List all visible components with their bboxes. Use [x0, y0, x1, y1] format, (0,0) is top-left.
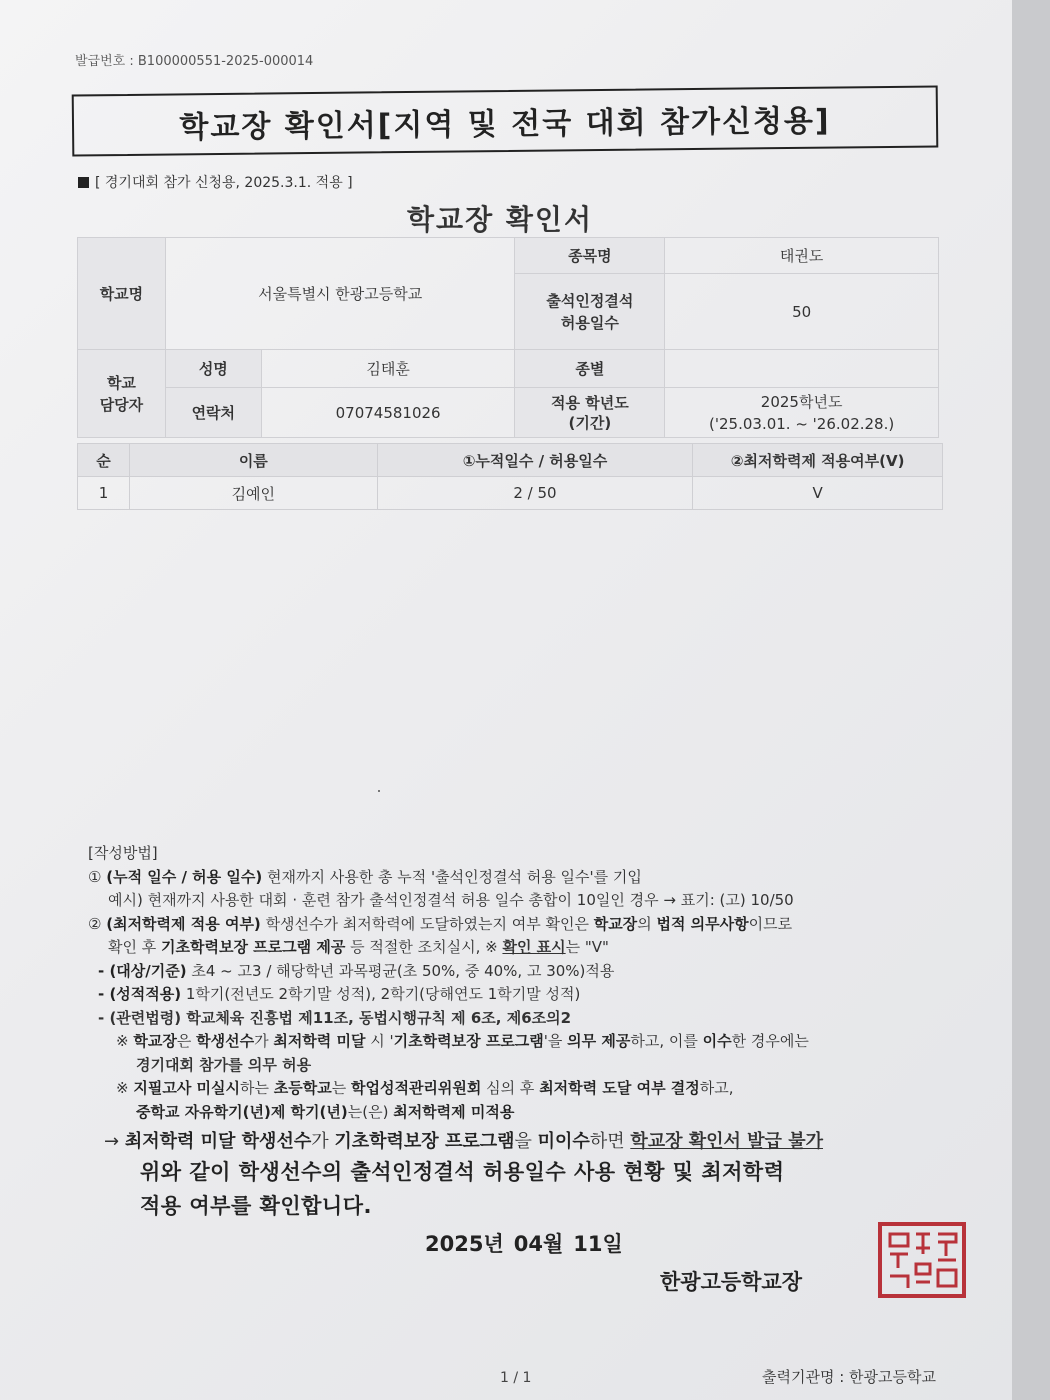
name-value: 김태훈: [261, 350, 515, 388]
school-seal-icon: [876, 1220, 968, 1300]
header-name: 이름: [129, 444, 377, 477]
header-days: ①누적일수 / 허용일수: [377, 444, 693, 477]
desk-edge: [1012, 0, 1050, 1400]
square-bullet-icon: [78, 177, 89, 188]
method-line-9: 경기대회 참가를 의무 허용: [136, 1055, 312, 1074]
allowed-days-label: 출석인정결석 허용일수: [515, 274, 665, 350]
contact-value: 07074581026: [261, 388, 515, 438]
writing-method-section: [88, 842, 968, 1156]
info-table: [77, 237, 939, 438]
name-label: 성명: [165, 350, 261, 388]
subnote: [78, 172, 353, 192]
method-line-3: ② (최저학력제 적용 여부) 학생선수가 최저학력에 도달하였는지 여부 확인은 학교장의 법적 의무사항이므로: [88, 914, 793, 933]
issuing-institution: 출력기관명 : 한광고등학교: [762, 1368, 936, 1386]
issue-date: [425, 1228, 633, 1258]
method-line-8: ※ 학교장은 학생선수가 최저학력 미달 시 '기초학력보장 프로그램'을 의무 제공하고, 이를 이수한 경우에는: [116, 1032, 809, 1050]
year-value: 2025학년도 ('25.03.01. ~ '26.02.28.): [665, 388, 939, 438]
method-line-5: - (대상/기준) 초4 ~ 고3 / 해당학년 과목평균(초 50%, 중 40%, 고 30%)적용: [98, 961, 615, 980]
header-no: 순: [78, 444, 130, 477]
date-month: 04월: [513, 1232, 564, 1256]
category-label: 종별: [515, 350, 665, 388]
method-line-1: ① (누적 일수 / 허용 일수) 현재까지 사용한 총 누적 '출석인정결석 허용 일수'를 기입: [88, 867, 642, 886]
year-label: 적용 학년도 (기간): [515, 388, 665, 438]
header-min-academic: ②최저학력제 적용여부(V): [693, 444, 943, 477]
confirm-line-2: 적용 여부를 확인합니다.: [140, 1194, 372, 1218]
confirmation-statement: [140, 1155, 785, 1223]
row-no: 1: [78, 477, 130, 510]
student-list-table: [77, 443, 943, 510]
title-box: 학교장 확인서[지역 및 전국 대회 참가신청용]: [72, 85, 939, 156]
method-line-10: ※ 지필고사 미실시하는 초등학교는 학업성적관리위원회 심의 후 최저학력 도달 여부 결정하고,: [116, 1079, 734, 1097]
method-line-4: 확인 후 기초학력보장 프로그램 제공 등 적절한 조치실시, ※ 확인 표시는 "V": [108, 938, 609, 956]
event-value: 태권도: [665, 238, 939, 274]
page-number: 1 / 1: [500, 1370, 532, 1386]
method-line-11: 중학교 자유학기(년)제 학기(년)는(은) 최저학력제 미적용: [136, 1102, 515, 1121]
principal-name: 한광고등학교장: [660, 1270, 803, 1294]
speck: [378, 790, 380, 792]
issue-number: 발급번호 : B100000551-2025-000014: [75, 54, 314, 69]
student-list-header: [78, 444, 943, 477]
date-year: 2025년: [425, 1232, 504, 1256]
category-value: [665, 350, 939, 388]
table-row: [78, 477, 943, 510]
method-line-7: - (관련법령) 학교체육 진흥법 제11조, 동법시행규칙 제 6조, 제6조의2: [98, 1008, 572, 1027]
document-title: 학교장 확인서: [406, 203, 594, 236]
school-value: 서울특별시 한광고등학교: [165, 238, 515, 350]
method-line-2: 예시) 현재까지 사용한 대회 · 훈련 참가 출석인정결석 허용 일수 총합이 10일인 경우 → 표기: (고) 10/50: [108, 891, 794, 909]
date-day: 11일: [573, 1232, 623, 1256]
allowed-days-value: 50: [665, 274, 939, 350]
method-line-12: → 최저학력 미달 학생선수가 기초학력보장 프로그램을 미이수하면 학교장 확인서 발급 불가: [104, 1131, 823, 1152]
manager-label: 학교 담당자: [78, 350, 166, 438]
method-heading: [작성방법]: [88, 844, 158, 862]
row-days: 2 / 50: [377, 477, 693, 510]
subnote-text: [ 경기대회 참가 신청용, 2025.3.1. 적용 ]: [95, 175, 353, 191]
row-name: 김예인: [129, 477, 377, 510]
row-min-academic: V: [693, 477, 943, 510]
method-line-6: - (성적적용) 1학기(전년도 2학기말 성적), 2학기(당해연도 1학기말 성적): [98, 985, 581, 1003]
event-label: 종목명: [515, 238, 665, 274]
school-label: 학교명: [78, 238, 166, 350]
confirm-line-1: 위와 같이 학생선수의 출석인정결석 허용일수 사용 현황 및 최저학력: [140, 1160, 785, 1184]
contact-label: 연락처: [165, 388, 261, 438]
